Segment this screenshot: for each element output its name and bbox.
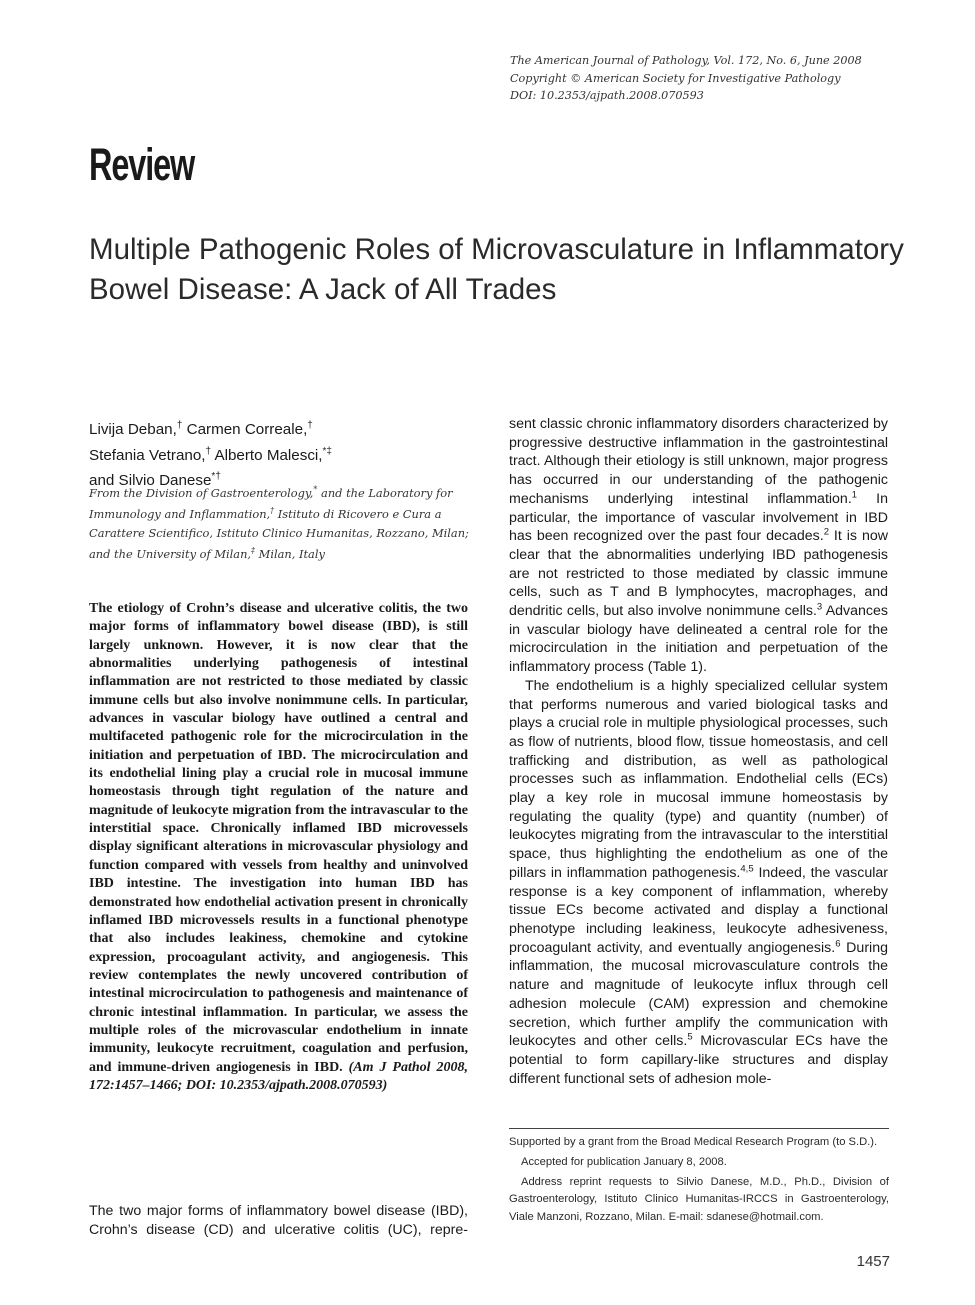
body-text: It is now clear that the abnormalities underlying IBD pathogenesis are not restricted to those mediated by classic immune cells, such as T and B lymphocytes, macrophages, and dendritic cells, but also involve nonimmune cells. bbox=[509, 528, 888, 620]
affiliation-text: From the Division of Gastroenterology, bbox=[89, 485, 314, 500]
affiliation-mark: ‡ bbox=[251, 546, 256, 556]
abstract-text: The etiology of Crohn’s disease and ulcerative colitis, the two major forms of inflammatory bowel disease (IBD), is still largely unknown. However, it is now clear that the abnormalities underlying pathogenesis of intestinal inflammation are not restricted to those mediated by classic immune cells but also involve nonimmune cells. In particular, advances in vascular biology have outlined a central and multifaceted pathogenic role for the microcirculation in the initiation and perpetuation of IBD. The microcirculation and its endothelial lining play a crucial role in mucosal immune homeostasis through tight regulation of the nature and magnitude of leukocyte migration from the intravascular to the interstitial space. Chronically inflamed IBD microvessels display significant alterations in microvascular physiology and function compared with vessels from healthy and uninvolved IBD intestine. The investigation into human IBD has demonstrated how endothelial activation present in chronically inflamed IBD microvessels results in a functional phenotype that also includes leakiness, chemokine and cytokine expression, procoagulant activity, and angiogenesis. This review contemplates the newly uncovered contribution of intestinal microcirculation to pathogenesis and maintenance of chronic intestinal inflammation. In particular, we assess the multiple roles of the microvascular endothelium in innate immunity, leukocyte recruitment, coagulation and perfusion, and immune-driven angiogenesis in IBD. bbox=[89, 601, 468, 1075]
intro-paragraph: The two major forms of inflammatory bowel disease (IBD), Crohn’s disease (CD) and ulcerative colitis (UC), repre- bbox=[89, 1203, 468, 1238]
reference-mark: 3 bbox=[816, 601, 823, 613]
body-text: The endothelium is a highly specialized cellular system that performs numerous and varied biological tasks and plays a crucial role in multiple physiological processes, such as flow of nutrients, blood flow, tissue homeostasis, and cell trafficking and distribution, as well as pathological processes such as inflammation. Endothelial cells (ECs) play a key role in mucosal immune homeostasis by regulating the quality (type) and quantity (number) of leukocytes migrating from the intravascular to the interstitial space, thus highlighting the endothelium as one of the pillars in inflammation pathogenesis. bbox=[509, 677, 888, 881]
footnotes bbox=[509, 1134, 889, 1229]
author-mark: *† bbox=[211, 471, 221, 483]
journal-citation: The American Journal of Pathology, Vol. 172, No. 6, June 2008 bbox=[510, 54, 862, 67]
affiliation-text: Istituto di Ricovero e Cura a Carattere Scientifico, Istituto Clinico Humanitas, Rozzano, Milan; and the University of Milan, bbox=[89, 507, 469, 561]
affiliation-mark: † bbox=[270, 506, 275, 516]
footnote-funding: Supported by a grant from the Broad Medical Research Program (to S.D.). bbox=[509, 1136, 878, 1148]
section-label: Review bbox=[89, 139, 195, 190]
body-text: Advances in vascular biology have delineated a central role for the microcirculation in the initiation and perpetuation of the inflammatory process (Table 1). bbox=[509, 603, 889, 676]
body-paragraph bbox=[509, 415, 888, 677]
journal-copyright: Copyright © American Society for Investigative Pathology bbox=[510, 71, 841, 85]
affiliation-mark: * bbox=[313, 485, 318, 494]
footnote-divider bbox=[509, 1128, 889, 1129]
body-text-right-column bbox=[509, 415, 888, 1088]
author-mark: † bbox=[307, 420, 313, 431]
page-number: 1457 bbox=[856, 1253, 890, 1270]
body-text: Microvascular ECs have the potential to form capillary-like structures and display different functional sets of adhesion mole- bbox=[509, 1033, 888, 1087]
footnote-accepted: Accepted for publication January 8, 2008. bbox=[521, 1155, 727, 1168]
article-title: Multiple Pathogenic Roles of Microvasculature in Inflammatory Bowel Disease: A Jack of All Trades bbox=[89, 233, 904, 306]
body-text: During inflammation, the mucosal microvasculature controls the nature and magnitude of leukocyte influx through cell adhesion molecule (CAM) expression and chemokine secretion, which further amplify the communication with leukocytes and other cells. bbox=[509, 939, 888, 1050]
author-name: and Silvio Danese bbox=[89, 472, 212, 490]
body-text: Indeed, the vascular response is a key component of inflammation, whereby tissue ECs become activated and display a functional phenotype including leakiness, leukocyte adhesiveness, procoagulant activity, and eventually angiogenesis. bbox=[509, 864, 889, 956]
reference-mark: 6 bbox=[835, 937, 841, 949]
author-name: Carmen Correale, bbox=[182, 421, 308, 439]
journal-header bbox=[510, 52, 862, 105]
author-name: Alberto Malesci, bbox=[211, 446, 323, 464]
reference-mark: 5 bbox=[687, 1031, 693, 1043]
reference-mark: 4,5 bbox=[740, 863, 754, 875]
affiliations bbox=[89, 481, 469, 563]
abstract bbox=[89, 600, 468, 1095]
journal-doi: DOI: 10.2353/ajpath.2008.070593 bbox=[510, 89, 704, 102]
affiliation-text: Milan, Italy bbox=[255, 546, 325, 561]
body-paragraph bbox=[509, 677, 888, 1088]
author-mark: † bbox=[176, 420, 183, 431]
affiliation-text: and the Laboratory for Immunology and Inflammation, bbox=[89, 485, 453, 522]
body-text: sent classic chronic inflammatory disorders characterized by progressive destructive inflammation in the gastrointestinal tract. Although their etiology is still unknown, major progress has occurred in our understanding of the pathogenic mechanisms underlying intestinal inflammation. bbox=[509, 416, 888, 507]
author-mark: † bbox=[205, 445, 212, 457]
footnote-reprint: Address reprint requests to Silvio Danese, M.D., Ph.D., Division of Gastroenterology, Istituto Clinico Humanitas-IRCCS in Gastroenterology, Viale Manzoni, Rozzano, Milan. E-mail: sdanese@hotmail.com. bbox=[509, 1175, 889, 1224]
body-text: In particular, the importance of vascular involvement in IBD has been recognized over the past four decades. bbox=[509, 490, 888, 545]
reference-mark: 1 bbox=[851, 489, 858, 501]
author-name: Stefania Vetrano, bbox=[89, 446, 206, 464]
reference-mark: 2 bbox=[823, 526, 829, 538]
abstract-citation: (Am J Pathol 2008, 172:1457–1466; DOI: 10.2353/ajpath.2008.070593) bbox=[89, 1059, 469, 1093]
author-mark: *‡ bbox=[322, 445, 332, 457]
author-name: Livija Deban, bbox=[89, 421, 177, 439]
